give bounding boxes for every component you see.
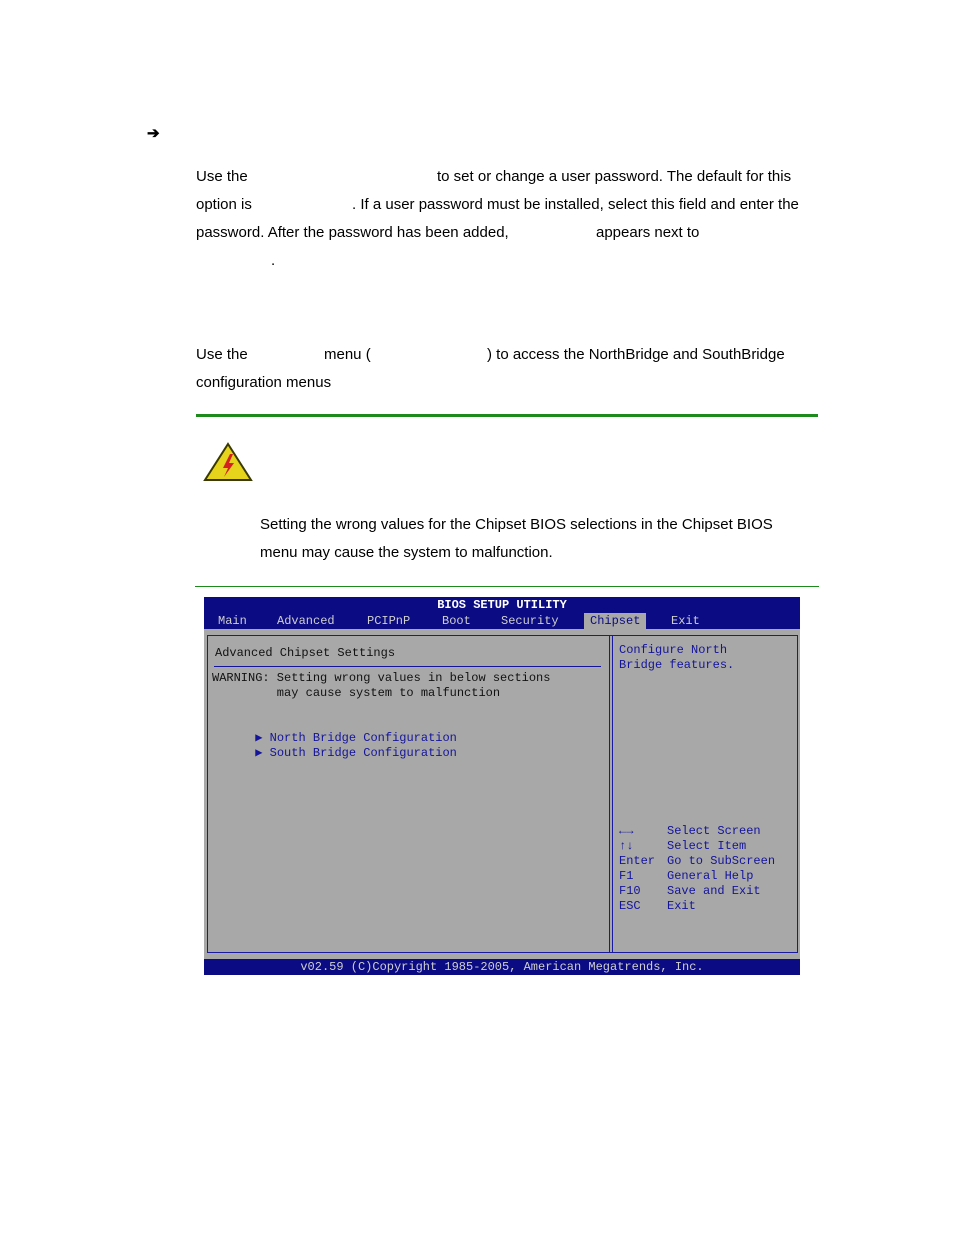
password-para-line1-a: Use the: [196, 168, 248, 185]
bios-item-south-bridge[interactable]: [212, 731, 457, 776]
password-para-line3-b: appears next to: [596, 224, 700, 241]
key-name: ↑↓: [619, 839, 634, 853]
key-name: Enter: [619, 854, 656, 868]
key-desc: Select Item: [667, 839, 747, 853]
key-name: F10: [619, 884, 641, 898]
bios-menu-boot[interactable]: Boot: [442, 614, 471, 628]
key-desc: Select Screen: [667, 824, 761, 838]
bios-menu-pcipnp[interactable]: PCIPnP: [367, 614, 411, 628]
bios-key-row: [619, 869, 753, 884]
bios-menu-exit[interactable]: Exit: [671, 614, 700, 628]
bios-menu-security[interactable]: Security: [501, 614, 559, 628]
password-para-line4: .: [271, 252, 276, 269]
bios-heading: Advanced Chipset Settings: [215, 646, 396, 660]
bios-main-panel: [207, 635, 613, 953]
key-name: F1: [619, 869, 634, 883]
chipset-para-line2: configuration menus: [196, 374, 332, 391]
warning-triangle-icon: [203, 442, 253, 482]
key-name: ESC: [619, 899, 641, 913]
bios-help-line2: Bridge features.: [619, 658, 735, 672]
chipset-para-line1-b: menu (: [324, 346, 371, 363]
bios-key-row: [619, 824, 761, 839]
bios-heading-separator: [214, 666, 601, 667]
bios-menu-chipset[interactable]: Chipset: [584, 613, 646, 629]
bios-key-row: [619, 884, 761, 899]
arrow-bullet-icon: ➔: [147, 125, 160, 142]
bios-key-row: [619, 854, 775, 869]
chipset-para-line1-a: Use the: [196, 346, 248, 363]
bios-help-line1: Configure North: [619, 643, 728, 657]
password-para-line2-b: . If a user password must be installed, select this field and enter the: [352, 196, 799, 213]
bios-help-panel: [609, 635, 798, 953]
bios-item-label: South Bridge Configuration: [269, 746, 457, 760]
bios-menu-advanced[interactable]: Advanced: [277, 614, 335, 628]
chipset-para-line1-c: ) to access the NorthBridge and SouthBridge: [487, 346, 785, 363]
password-para-line3-a: password. After the password has been added,: [196, 224, 509, 241]
bios-footer: v02.59 (C)Copyright 1985-2005, American Megatrends, Inc.: [204, 959, 800, 975]
warning-text-line2: menu may cause the system to malfunction.: [260, 544, 553, 561]
warning-top-rule: [196, 414, 818, 417]
bios-item-label: North Bridge Configuration: [269, 731, 457, 745]
submenu-arrow-icon: ▶: [255, 746, 263, 760]
warning-bottom-rule: [195, 586, 819, 587]
bios-menubar: [204, 613, 800, 629]
key-desc: General Help: [667, 869, 754, 883]
bios-key-row: [619, 899, 696, 914]
bios-key-row: [619, 839, 746, 854]
bios-title: BIOS SETUP UTILITY: [204, 597, 800, 613]
bios-warning-line1: WARNING: Setting wrong values in below sections: [212, 671, 551, 685]
key-name: ←→: [619, 824, 634, 838]
password-para-line1-b: to set or change a user password. The default for this: [437, 168, 792, 185]
submenu-arrow-icon: ▶: [255, 731, 263, 745]
password-para-line2-a: option is: [196, 196, 252, 213]
bios-warning-line2: may cause system to malfunction: [212, 686, 501, 700]
key-desc: Go to SubScreen: [667, 854, 776, 868]
key-desc: Save and Exit: [667, 884, 761, 898]
key-desc: Exit: [667, 899, 696, 913]
warning-text-line1: Setting the wrong values for the Chipset BIOS selections in the Chipset BIOS: [260, 516, 773, 533]
bios-screen: [204, 597, 800, 975]
bios-menu-main[interactable]: Main: [218, 614, 247, 628]
